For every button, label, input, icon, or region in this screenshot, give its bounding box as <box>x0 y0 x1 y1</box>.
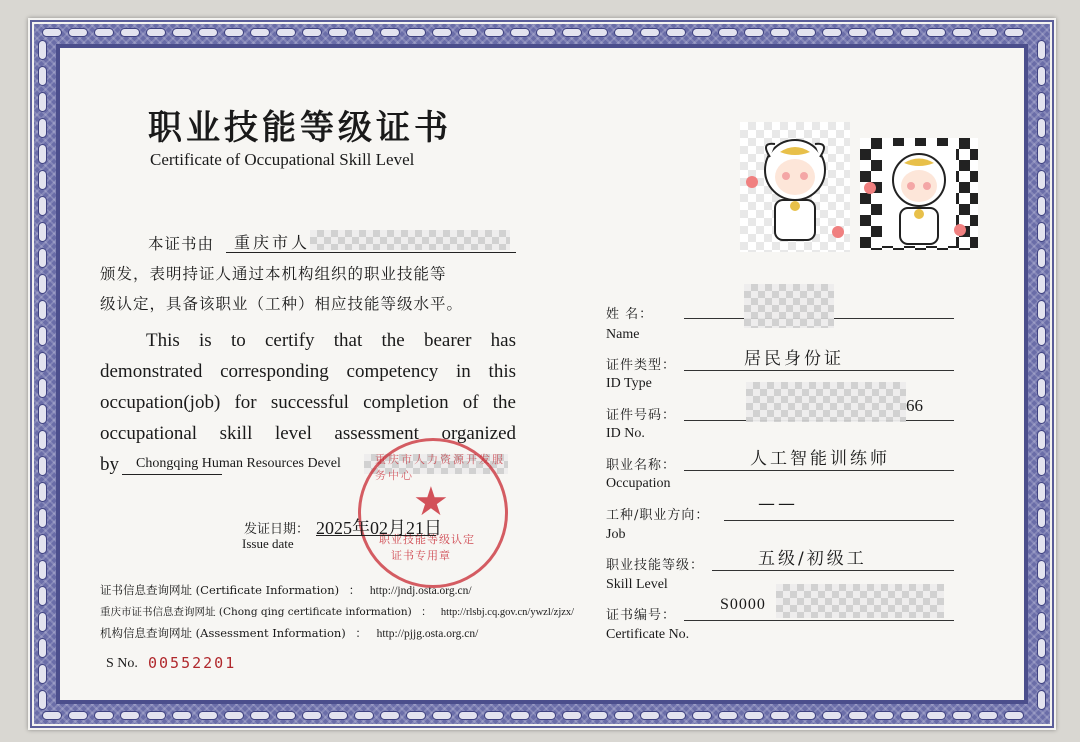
border-ornament <box>38 300 47 320</box>
border-ornament <box>666 28 686 37</box>
job-value: —— <box>758 494 798 514</box>
border-ornament <box>614 711 634 720</box>
border-ornament <box>1037 586 1046 606</box>
border-ornament <box>38 664 47 684</box>
body-en-line-3: occupation(job) for successful completion of the <box>100 392 516 413</box>
border-ornament <box>38 274 47 294</box>
border-ornament <box>978 711 998 720</box>
border-ornament <box>38 170 47 190</box>
border-ornament <box>172 28 192 37</box>
border-ornament <box>1037 508 1046 528</box>
cartoon-avatar-icon <box>740 122 850 252</box>
qr-code <box>860 138 978 250</box>
border-ornament <box>484 711 504 720</box>
border-ornament <box>770 28 790 37</box>
border-ornament <box>406 711 426 720</box>
border-ornament <box>120 711 140 720</box>
border-ornament <box>640 28 660 37</box>
border-ornament <box>328 711 348 720</box>
border-ornament <box>38 404 47 424</box>
body-line-2: 颁发，表明持证人通过本机构组织的职业技能等 <box>100 265 447 283</box>
border-ornament <box>926 28 946 37</box>
border-ornament <box>38 222 47 242</box>
query-row-chongqing <box>100 604 574 619</box>
job-field-line <box>724 520 954 521</box>
border-ornament <box>458 28 478 37</box>
border-ornament <box>42 28 62 37</box>
border-ornament <box>68 711 88 720</box>
border-ornament <box>536 28 556 37</box>
query-url: http://jndj.osta.org.cn/ <box>369 585 472 597</box>
occupation-value: 人工智能训练师 <box>750 449 890 469</box>
border-ornament <box>484 28 504 37</box>
border-ornament <box>848 711 868 720</box>
border-ornament <box>1037 248 1046 268</box>
query-colon: ： <box>355 626 367 640</box>
redacted-id-number <box>746 382 906 422</box>
border-ornament <box>42 711 62 720</box>
query-label-en: (Certificate Information) <box>195 583 340 597</box>
border-ornament <box>250 711 270 720</box>
border-ornament <box>38 560 47 580</box>
border-ornament <box>822 28 842 37</box>
query-colon: ： <box>421 606 432 618</box>
border-ornament <box>94 711 114 720</box>
official-seal <box>358 438 508 588</box>
issue-date-label-cn: 发证日期： <box>244 522 310 537</box>
border-ornament <box>302 28 322 37</box>
redacted-issuer <box>310 230 510 250</box>
border-ornament <box>900 711 920 720</box>
border-ornament <box>250 28 270 37</box>
border-ornament <box>692 28 712 37</box>
border-ornament <box>718 28 738 37</box>
body-en-line-1: This is to certify that the bearer has <box>146 330 516 351</box>
border-ornament <box>926 711 946 720</box>
border-ornament <box>1037 664 1046 684</box>
border-ornament <box>1037 170 1046 190</box>
border-ornament <box>68 28 88 37</box>
border-ornament <box>146 28 166 37</box>
cartoon-avatar-icon <box>860 138 978 250</box>
border-ornament <box>224 28 244 37</box>
border-ornament <box>1037 534 1046 554</box>
border-ornament <box>198 28 218 37</box>
id-type-label-en: ID Type <box>606 376 652 391</box>
holder-photo <box>740 122 850 252</box>
border-ornament <box>588 28 608 37</box>
id-type-label-cn: 证件类型： <box>606 358 677 373</box>
border-ornament <box>1037 300 1046 320</box>
border-ornament <box>1037 638 1046 658</box>
border-ornament <box>354 711 374 720</box>
query-label-en: (Assessment Information) <box>195 626 346 640</box>
border-ornament <box>1037 378 1046 398</box>
border-ornament <box>1004 28 1024 37</box>
id-number-value: 66 <box>906 396 923 415</box>
border-ornament <box>302 711 322 720</box>
border-ornament <box>354 28 374 37</box>
issue-date-label-en: Issue date <box>242 536 294 551</box>
border-ornament <box>536 711 556 720</box>
border-ornament <box>562 28 582 37</box>
border-ornament <box>1037 66 1046 86</box>
seal-star-icon: ★ <box>413 479 449 525</box>
query-url: http://rlsbj.cq.gov.cn/ywzl/zjzx/ <box>440 607 575 618</box>
border-ornament <box>1037 92 1046 112</box>
border-ornament <box>900 28 920 37</box>
border-ornament <box>744 711 764 720</box>
border-ornament <box>952 711 972 720</box>
body-line-1-prefix: 本证书由 <box>148 235 215 253</box>
border-ornament <box>1037 482 1046 502</box>
border-ornament <box>38 482 47 502</box>
issue-year: 2025年 <box>316 518 370 538</box>
seal-line-1: 职业技能等级认定 <box>379 533 475 546</box>
border-ornament <box>1037 430 1046 450</box>
border-ornament <box>38 352 47 372</box>
issue-month: 02月 <box>370 518 406 538</box>
certificate-document <box>28 18 1056 730</box>
border-ornament <box>562 711 582 720</box>
border-ornament <box>38 40 47 60</box>
border-ornament <box>380 28 400 37</box>
border-ornament <box>38 430 47 450</box>
certificate-no-field-line <box>684 620 954 621</box>
border-ornament <box>692 711 712 720</box>
border-ornament <box>224 711 244 720</box>
border-ornament <box>432 711 452 720</box>
border-ornament <box>38 612 47 632</box>
job-label-cn: 工种/职业方向： <box>606 508 710 523</box>
occupation-label-en: Occupation <box>606 476 671 491</box>
border-ornament <box>38 66 47 86</box>
body-en-line-4: occupational skill level assessment organized <box>100 423 516 444</box>
border-ornament <box>38 638 47 658</box>
border-ornament <box>1037 144 1046 164</box>
border-ornament <box>146 711 166 720</box>
border-ornament <box>744 28 764 37</box>
border-ornament <box>1037 690 1046 710</box>
border-ornament <box>510 28 530 37</box>
id-number-label-en: ID No. <box>606 426 645 441</box>
border-ornament <box>978 28 998 37</box>
border-ornament <box>1037 326 1046 346</box>
serial-label: S No. <box>106 656 138 671</box>
query-label-en: (Chong qing certificate information) <box>218 606 412 618</box>
skill-level-field-line <box>712 570 954 571</box>
name-label-en: Name <box>606 327 640 342</box>
occupation-field-line <box>684 470 954 471</box>
border-ornament <box>328 28 348 37</box>
redacted-certificate-no <box>776 584 944 618</box>
certificate-no-label-cn: 证书编号： <box>606 608 677 623</box>
border-ornament <box>1037 40 1046 60</box>
body-en-by: by <box>100 454 119 475</box>
border-ornament <box>614 28 634 37</box>
border-ornament <box>38 534 47 554</box>
border-ornament <box>38 196 47 216</box>
border-ornament <box>666 711 686 720</box>
border-ornament <box>198 711 218 720</box>
issuer-name: 重庆市人 <box>234 233 311 252</box>
id-type-field-line <box>684 370 954 371</box>
border-ornament <box>38 586 47 606</box>
border-ornament <box>38 690 47 710</box>
seal-ring-text: 重庆市人力资源开发服务中心 <box>375 453 505 482</box>
border-ornament <box>874 711 894 720</box>
query-colon: ： <box>348 583 361 597</box>
border-ornament <box>406 28 426 37</box>
border-ornament <box>1037 274 1046 294</box>
border-ornament <box>380 711 400 720</box>
query-row-certificate <box>100 582 472 598</box>
border-ornament <box>1004 711 1024 720</box>
serial-number: 00552201 <box>148 654 237 672</box>
title-chinese: 职业技能等级证书 <box>148 108 452 148</box>
border-ornament <box>1037 118 1046 138</box>
border-ornament <box>822 711 842 720</box>
border-ornament <box>510 711 530 720</box>
organizer-name: Chongqing Human Resources Devel <box>136 456 341 471</box>
query-row-assessment <box>100 625 478 641</box>
query-label-cn: 重庆市证书信息查询网址 <box>100 606 216 618</box>
border-ornament <box>38 326 47 346</box>
border-ornament <box>94 28 114 37</box>
border-ornament <box>718 711 738 720</box>
certificate-no-value: S0000 <box>720 596 766 613</box>
border-ornament <box>1037 560 1046 580</box>
border-ornament <box>38 456 47 476</box>
border-ornament <box>640 711 660 720</box>
border-ornament <box>38 92 47 112</box>
issue-date-underline <box>316 535 436 536</box>
border-ornament <box>770 711 790 720</box>
border-ornament <box>1037 222 1046 242</box>
issue-day: 21日 <box>406 518 442 538</box>
border-ornament <box>38 508 47 528</box>
border-ornament <box>38 248 47 268</box>
name-label-cn: 姓 名： <box>606 307 654 322</box>
border-ornament <box>172 711 192 720</box>
id-number-label-cn: 证件号码： <box>606 408 677 423</box>
skill-level-label-cn: 职业技能等级： <box>606 558 705 573</box>
border-ornament <box>796 711 816 720</box>
border-ornament <box>588 711 608 720</box>
body-en-line-2: demonstrated corresponding competency in this <box>100 361 516 382</box>
border-ornament <box>120 28 140 37</box>
id-type-value: 居民身份证 <box>744 349 844 369</box>
title-english: Certificate of Occupational Skill Level <box>150 150 415 169</box>
border-ornament <box>276 711 296 720</box>
job-label-en: Job <box>606 527 626 542</box>
query-label-cn: 证书信息查询网址 <box>100 583 192 597</box>
border-ornament <box>432 28 452 37</box>
border-ornament <box>38 118 47 138</box>
border-ornament <box>38 378 47 398</box>
border-ornament <box>458 711 478 720</box>
seal-line-2: 证书专用章 <box>391 549 451 562</box>
query-url: http://pjjg.osta.org.cn/ <box>376 628 479 640</box>
border-ornament <box>1037 404 1046 424</box>
border-ornament <box>848 28 868 37</box>
body-line-3: 级认定，具备该职业（工种）相应技能等级水平。 <box>100 295 464 313</box>
border-ornament <box>1037 196 1046 216</box>
border-ornament <box>276 28 296 37</box>
query-label-cn: 机构信息查询网址 <box>100 626 192 640</box>
border-ornament <box>1037 456 1046 476</box>
skill-level-label-en: Skill Level <box>606 577 668 592</box>
border-ornament <box>796 28 816 37</box>
issue-date-value <box>316 514 442 540</box>
border-ornament <box>38 144 47 164</box>
border-ornament <box>952 28 972 37</box>
redacted-name <box>744 284 834 328</box>
occupation-label-cn: 职业名称： <box>606 458 677 473</box>
border-ornament <box>1037 612 1046 632</box>
border-ornament <box>874 28 894 37</box>
certificate-no-label-en: Certificate No. <box>606 627 690 642</box>
skill-level-value: 五级/初级工 <box>758 549 867 569</box>
border-ornament <box>1037 352 1046 372</box>
